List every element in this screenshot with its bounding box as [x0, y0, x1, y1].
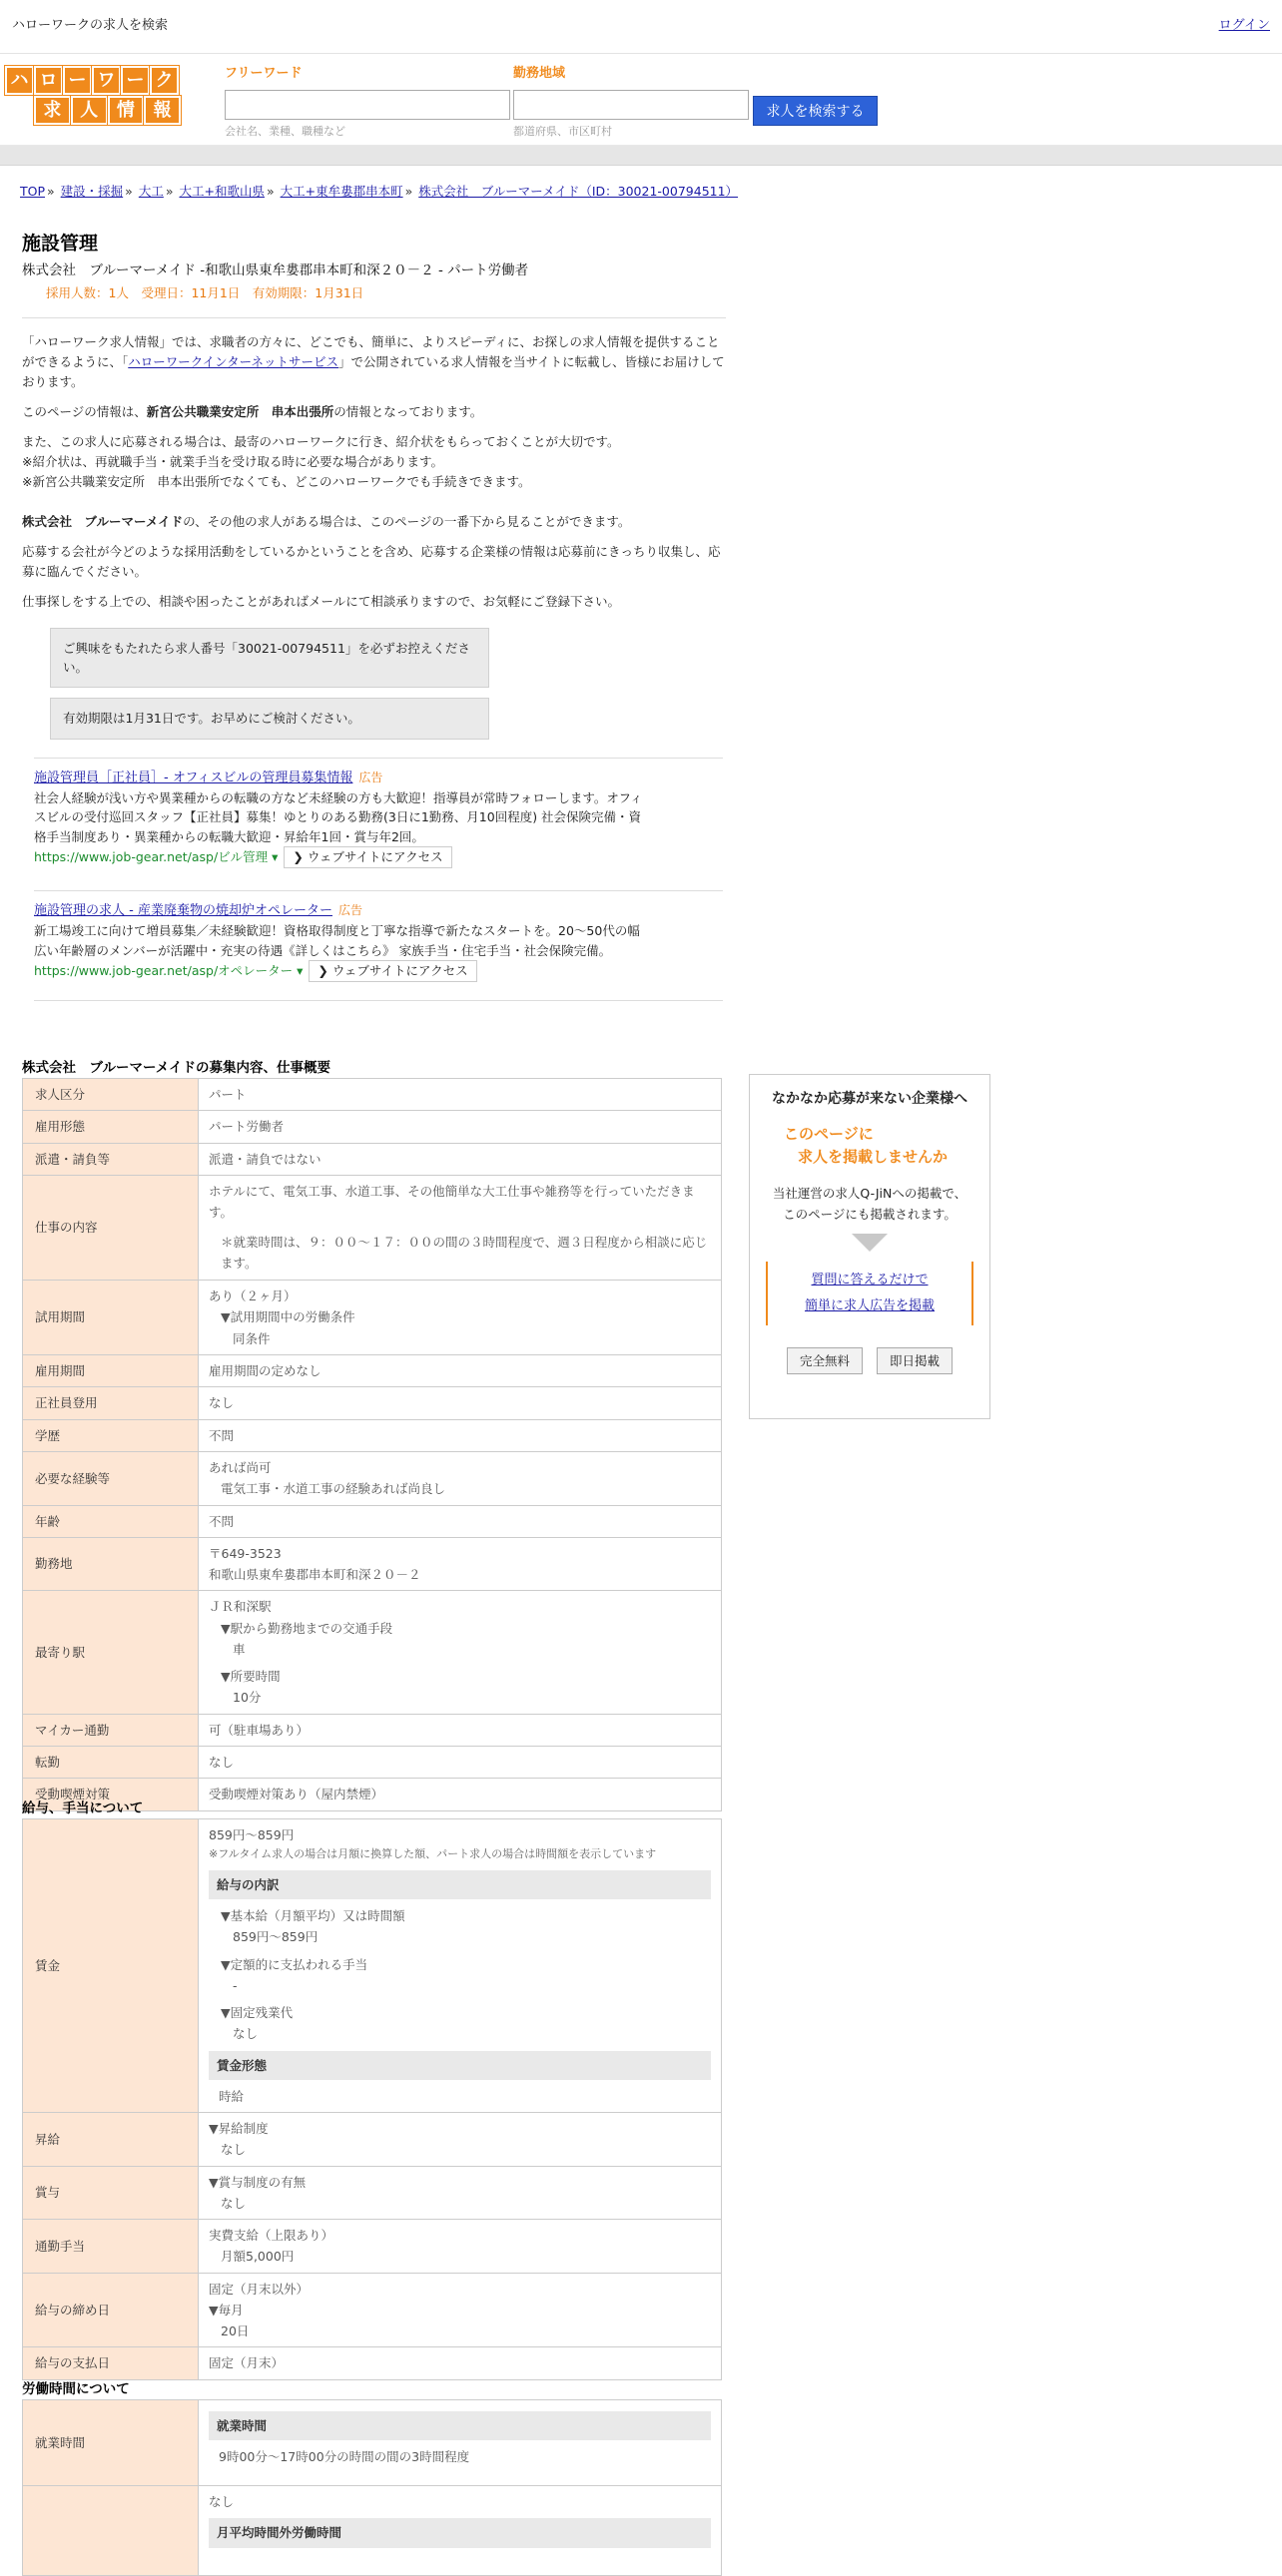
row-value	[199, 1452, 722, 1506]
row-label: 賃金	[23, 1819, 199, 2113]
ad-body: 社会人経験が浅い方や異業種からの転職の方など未経験の方も大歓迎！指導員が常時フォローします。オフィスビルの受付巡回スタッフ【正社員】募集！ゆとりのある勤務(3日に1勤務、月10回程度) 社会保険完備・資格手当制度あり・異業種からの転職大歓迎・昇給年1回・賞与年2回。	[34, 790, 643, 844]
note-line: ※紹介状は、再就職手当・就業手当を受け取る時に必要な場合があります。	[22, 453, 443, 469]
row-label: 雇用形態	[23, 1111, 199, 1143]
section-heading-salary: 給与、手当について	[22, 1801, 144, 1816]
job-main	[22, 230, 726, 1001]
value-line: ホテルにて、電気工事、水道工事、その他簡単な大工仕事や雑務等を行っていただきます。	[209, 1184, 695, 1221]
promo-link[interactable]: 簡単に求人広告を掲載	[804, 1297, 935, 1313]
row-value	[199, 2220, 722, 2274]
value-line: なし	[221, 2195, 247, 2211]
row-label: 正社員登用	[23, 1387, 199, 1419]
row-label: 仕事の内容	[23, 1176, 199, 1281]
value-line: 同条件	[233, 1330, 271, 1346]
ad-tag: 広告	[337, 903, 362, 918]
logo-char: ー	[121, 66, 150, 95]
office-paragraph	[22, 402, 726, 422]
table-row	[23, 1143, 722, 1175]
value-line: 和歌山県東牟婁郡串本町和深２０－２	[209, 1567, 421, 1583]
value-line: ▼賞与制度の有無	[209, 2174, 307, 2190]
breadcrumb-link[interactable]: 大工+東牟婁郡串本町	[280, 184, 403, 199]
table-row	[23, 2113, 722, 2167]
ad-block	[34, 758, 723, 876]
row-label: 給与の支払日	[23, 2347, 199, 2379]
value-line: 時給	[219, 2088, 245, 2104]
subheading: 賃金形態	[209, 2051, 711, 2080]
area-input[interactable]	[513, 90, 749, 120]
value-line: ▼固定残業代	[221, 2005, 294, 2021]
promo-desc-line: 当社運営の求人Q-JiNへの掲載で、	[772, 1186, 967, 1202]
table-row	[23, 1176, 722, 1281]
row-value	[199, 2113, 722, 2167]
row-label: 賞与	[23, 2166, 199, 2220]
freeword-label: フリーワード	[225, 66, 303, 81]
divider-band	[0, 146, 1282, 166]
table-row	[23, 1079, 722, 1111]
row-label: 派遣・請負等	[23, 1143, 199, 1175]
breadcrumb-link[interactable]: TOP	[20, 184, 46, 199]
breadcrumb: TOP » 建設・採掘 » 大工 » 大工+和歌山県 » 大工+東牟婁郡串本町 » 株式会社 ブルーマーメイド（ID：30021-00794511）	[20, 184, 739, 199]
value-line: ▼毎月	[209, 2302, 244, 2318]
row-value: 不問	[199, 1505, 722, 1537]
value-line: なし	[233, 2026, 259, 2042]
value-line: あり（２ヶ月）	[209, 1288, 297, 1304]
promo-badges	[750, 1347, 989, 1374]
table-row	[23, 1281, 722, 1355]
logo-char: 人	[71, 96, 108, 125]
ad-title-link[interactable]: 施設管理員［正社員］- オフィスビルの管理員募集情報	[34, 770, 353, 785]
promo-offer: 求人を掲載しませんか	[798, 1147, 949, 1166]
table-row	[23, 1452, 722, 1506]
company-name: 株式会社 ブルーマーメイド	[22, 513, 184, 529]
value-line: -	[233, 1977, 238, 1993]
table-row	[23, 2400, 722, 2486]
intro-text: 「ハローワーク求人情報」では、求職者の方々に、どこでも、簡単に、よりスピーディに、お探しの求人情報を提供することができるように、「	[22, 333, 720, 369]
ad-block	[34, 890, 723, 990]
job-meta: 採用人数：1人 受理日：11月1日 有効期限：1月31日	[46, 285, 364, 301]
promo-desc-line: このページにも掲載されます。	[783, 1207, 957, 1223]
table-row	[23, 1819, 722, 2113]
ad-body: 新工場竣工に向けて増員募集／未経験歓迎！資格取得制度と丁寧な指導で新たなスタートを。20～50代の幅広い年齢層のメンバーが活躍中・充実の待遇《詳しくはこちら》 家族手当・住宅手当・社会保険完備。	[34, 923, 640, 958]
section-heading-overview: 株式会社 ブルーマーメイドの募集内容、仕事概要	[22, 1060, 331, 1076]
table-row	[23, 1419, 722, 1451]
row-value: なし	[199, 1747, 722, 1779]
other-jobs-text: の、その他の求人がある場合は、このページの一番下から見ることができます。	[183, 513, 631, 529]
row-label: マイカー通勤	[23, 1714, 199, 1746]
table-row	[23, 1537, 722, 1591]
row-value	[199, 2486, 722, 2576]
value-line: ▼試用期間中の労働条件	[221, 1309, 355, 1325]
table-row	[23, 2166, 722, 2220]
table-row	[23, 1714, 722, 1746]
logo-char: 報	[144, 96, 181, 125]
section-heading-hours: 労働時間について	[22, 2381, 130, 2397]
row-label: 最寄り駅	[23, 1591, 199, 1714]
row-value	[199, 1176, 722, 1281]
table-row	[23, 1387, 722, 1419]
divider	[22, 317, 726, 318]
table-row	[23, 1505, 722, 1537]
logo-char: ロ	[34, 66, 63, 95]
freeword-hint: 会社名、業種、職種など	[225, 125, 345, 139]
application-notes	[22, 432, 726, 492]
intro-paragraph	[22, 332, 726, 392]
subheading: 就業時間	[209, 2411, 711, 2440]
value-line: ▼基本給（月額平均）又は時間額	[221, 1908, 405, 1924]
value-line: 月額5,000円	[221, 2249, 295, 2265]
row-value: 派遣・請負ではない	[199, 1143, 722, 1175]
ad-url[interactable]: https://www.job-gear.net/asp/ビル管理	[34, 849, 269, 865]
promo-offer: このページに	[784, 1124, 874, 1143]
hours-table	[22, 2399, 722, 2576]
row-value: 可（駐車場あり）	[199, 1714, 722, 1746]
ad-url-chevron-icon: ▾	[268, 849, 279, 865]
table-row	[23, 2347, 722, 2379]
row-label: 学歴	[23, 1419, 199, 1451]
row-value: パート労働者	[199, 1111, 722, 1143]
row-label: 昇給	[23, 2113, 199, 2167]
employer-promo-panel	[749, 1074, 990, 1419]
promo-heading: なかなか応募が来ない企業様へ	[772, 1091, 967, 1107]
row-label: 受動喫煙対策	[23, 1779, 199, 1810]
row-label: 試用期間	[23, 1281, 199, 1355]
logo-char: ハ	[5, 66, 34, 95]
table-row	[23, 1747, 722, 1779]
office-text: の情報となっております。	[333, 403, 483, 419]
search-header	[0, 54, 1282, 146]
value-line: ▼定額的に支払われる手当	[221, 1956, 368, 1972]
intro-text: 」で公開されている求人情報を当サイトに転載し、皆様にお届けしております。	[22, 353, 725, 389]
salary-note: ※フルタイム求人の場合は月額に換算した額、パート求人の場合は時間額を表示しています	[209, 1847, 657, 1861]
top-bar	[0, 0, 1282, 54]
salary-table	[22, 1818, 722, 2380]
row-value	[199, 2166, 722, 2220]
promo-link[interactable]: 質問に答えるだけで	[811, 1272, 929, 1288]
consult-paragraph: 仕事探しをする上での、相談や困ったことがあればメールにて相談承りますので、お気軽にご登録下さい。	[22, 593, 621, 609]
login-link[interactable]: ログイン	[1218, 18, 1270, 34]
table-row	[23, 1111, 722, 1143]
value-line: ▼所要時間	[221, 1669, 281, 1685]
value-line: あれば尚可	[209, 1460, 272, 1475]
breadcrumb-link[interactable]: 大工	[138, 184, 164, 199]
row-value: パート	[199, 1079, 722, 1111]
other-jobs-paragraph	[22, 512, 726, 532]
freeword-field	[225, 64, 510, 140]
logo-char: ワ	[92, 66, 121, 95]
row-value	[199, 2400, 722, 2486]
row-value: なし	[199, 1387, 722, 1419]
down-arrow-icon	[852, 1234, 888, 1252]
row-value: 不問	[199, 1419, 722, 1451]
value-line: ＊就業時間は、９：００～１７：００の間の３時間程度で、週３日程度から相談に応じます。	[221, 1234, 708, 1271]
job-title: 施設管理	[22, 233, 99, 255]
area-hint: 都道府県、市区町村	[513, 125, 612, 139]
row-value	[199, 1819, 722, 2113]
visit-website-button[interactable]: ❯ ウェブサイトにアクセス	[309, 960, 476, 981]
row-value	[199, 1537, 722, 1591]
row-label: 転勤	[23, 1747, 199, 1779]
visit-website-button[interactable]: ❯ ウェブサイトにアクセス	[284, 846, 451, 867]
subheading: 給与の内訳	[209, 1870, 711, 1899]
same-day-badge-button[interactable]: 即日掲載	[877, 1347, 953, 1374]
value-line: ▼昇給制度	[209, 2121, 269, 2137]
row-label: 求人区分	[23, 1079, 199, 1111]
ad-tag: 広告	[358, 770, 383, 784]
logo-char: ク	[150, 66, 179, 95]
table-row	[23, 2273, 722, 2347]
table-row	[23, 2486, 722, 2576]
area-field	[513, 64, 749, 140]
hellowork-internet-link[interactable]: ハローワークインターネットサービス	[128, 353, 339, 369]
value-line: 859円〜859円	[209, 1827, 295, 1842]
promo-link-box	[766, 1262, 973, 1325]
value-line: 9時00分〜17時00分の時間の間の3時間程度	[219, 2449, 470, 2465]
office-text: このページの情報は、	[22, 403, 147, 419]
job-overview-table	[22, 1078, 722, 1811]
value-line: 20日	[221, 2323, 250, 2339]
row-label: 給与の締め日	[23, 2273, 199, 2347]
row-label: 就業時間	[23, 2400, 199, 2486]
area-label: 勤務地域	[513, 66, 566, 81]
table-row	[23, 1591, 722, 1714]
ad-url[interactable]: https://www.job-gear.net/asp/オペレーター	[34, 963, 294, 979]
promo-description	[750, 1183, 989, 1226]
search-button[interactable]: 求人を検索する	[753, 96, 878, 126]
research-paragraph: 応募する会社が今どのような採用活動をしているかということを含め、応募する企業様の情報は応募前にきっちり収集し、応募に臨んでください。	[22, 543, 721, 579]
table-row	[23, 2220, 722, 2274]
logo-char: ー	[63, 66, 92, 95]
value-line: 実費支給（上限あり）	[209, 2228, 334, 2244]
row-value: 固定（月末）	[199, 2347, 722, 2379]
ad-url-chevron-icon: ▾	[293, 963, 304, 979]
freeword-input[interactable]	[225, 90, 510, 120]
row-label: 勤務地	[23, 1537, 199, 1591]
value-line: ＪＲ和深駅	[209, 1599, 272, 1615]
row-label: 通勤手当	[23, 2220, 199, 2274]
value-line: 〒649-3523	[209, 1545, 282, 1561]
note-line: ※新宮公共職業安定所 串本出張所でなくても、どこのハローワークでも手続きできます。	[22, 473, 531, 489]
row-label: 必要な経験等	[23, 1452, 199, 1506]
breadcrumb-link[interactable]: 建設・採掘	[60, 184, 124, 199]
row-label: 雇用期間	[23, 1354, 199, 1386]
office-name: 新宮公共職業安定所 串本出張所	[146, 403, 334, 419]
note-line: また、この求人に応募される場合は、最寄のハローワークに行き、紹介状をもらっておくことが大切です。	[22, 433, 620, 449]
ad-title-link[interactable]: 施設管理の求人 - 産業廃棄物の焼却炉オペレーター	[34, 903, 332, 919]
value-line: 車	[233, 1641, 246, 1657]
table-row	[23, 1354, 722, 1386]
value-line: 859円〜859円	[233, 1929, 319, 1945]
job-number-notice: ご興味をもたれたら求人番号「30021-00794511」を必ずお控えください。	[50, 628, 489, 689]
value-line: なし	[209, 2494, 235, 2509]
row-value	[199, 1281, 722, 1355]
value-line: 固定（月末以外）	[209, 2281, 310, 2297]
site-title: ハローワークの求人を検索	[12, 18, 169, 34]
row-value	[199, 1591, 722, 1714]
subheading: 月平均時間外労働時間	[209, 2518, 711, 2547]
row-value: 受動喫煙対策あり（屋内禁煙）	[199, 1779, 722, 1810]
divider	[34, 1000, 723, 1001]
job-subtitle: 株式会社 ブルーマーメイド -和歌山県東牟婁郡串本町和深２０－２ - パート労働者	[22, 262, 529, 279]
value-line: なし	[221, 2142, 247, 2158]
breadcrumb-link[interactable]: 大工+和歌山県	[179, 184, 265, 199]
free-badge-button[interactable]: 完全無料	[787, 1347, 863, 1374]
row-label	[23, 2486, 199, 2576]
hellowork-logo[interactable]	[5, 66, 181, 125]
value-line: ▼駅から勤務地までの交通手段	[221, 1620, 393, 1636]
value-line: 電気工事・水道工事の経験あれば尚良し	[221, 1481, 446, 1497]
row-value	[199, 2273, 722, 2347]
deadline-notice: 有効期限は1月31日です。お早めにご検討ください。	[50, 698, 489, 739]
logo-char: 情	[108, 96, 145, 125]
logo-char: 求	[34, 96, 71, 125]
breadcrumb-link[interactable]: 株式会社 ブルーマーメイド（ID：30021-00794511）	[418, 184, 739, 199]
value-line: 10分	[233, 1690, 262, 1706]
row-label: 年齢	[23, 1505, 199, 1537]
row-value: 雇用期間の定めなし	[199, 1354, 722, 1386]
